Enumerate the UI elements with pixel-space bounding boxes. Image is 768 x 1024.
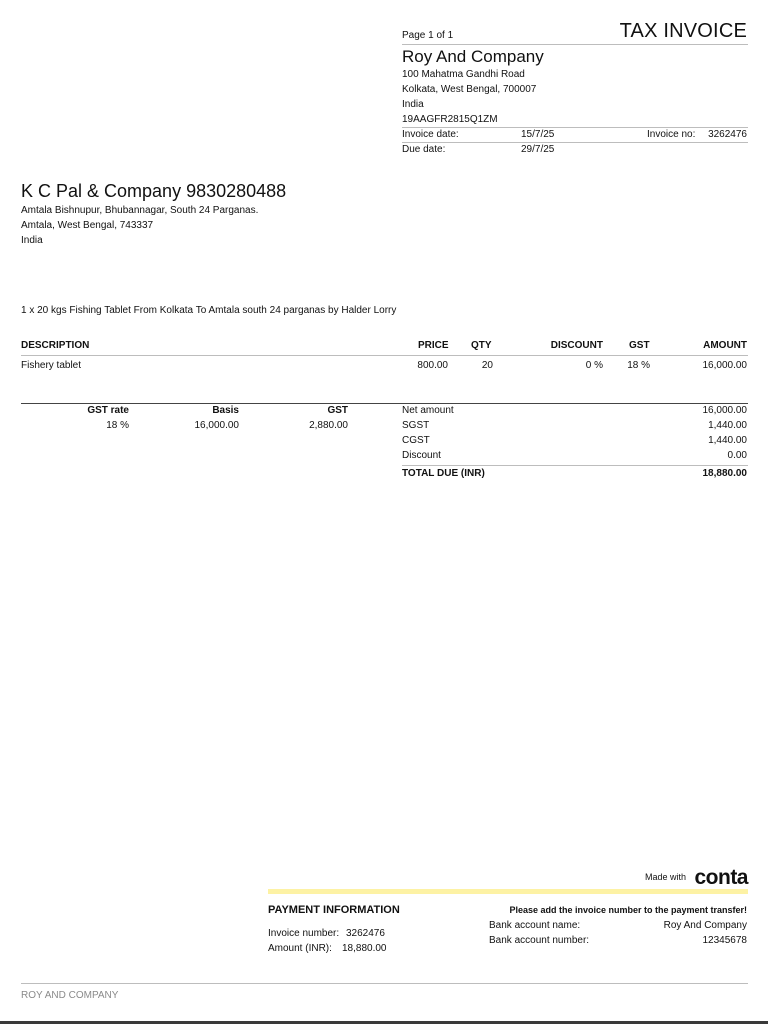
invoice-no-label: Invoice no:: [647, 129, 696, 140]
seller-country: India: [402, 99, 424, 110]
cgst-label: CGST: [402, 435, 430, 446]
footer-divider: [21, 983, 748, 984]
bank-account-name: Roy And Company: [663, 920, 747, 931]
seller-address-line-1: 100 Mahatma Gandhi Road: [402, 69, 525, 80]
invoice-no: 3262476: [708, 129, 747, 140]
col-header-description: DESCRIPTION: [21, 340, 90, 351]
tax-header-rate: GST rate: [87, 405, 129, 416]
col-header-discount: DISCOUNT: [550, 340, 603, 351]
header-divider: [402, 44, 748, 45]
total-due-label: TOTAL DUE (INR): [402, 468, 485, 479]
col-header-amount: AMOUNT: [703, 340, 747, 351]
item-gst: 18 %: [627, 360, 650, 371]
seller-name: Roy And Company: [402, 47, 544, 66]
buyer-address-line-2: Amtala, West Bengal, 743337: [21, 220, 154, 231]
accent-bar: [268, 889, 748, 894]
conta-logo: conta: [694, 866, 748, 889]
tax-header-basis: Basis: [212, 405, 239, 416]
cgst-amount: 1,440.00: [708, 435, 747, 446]
seller-address-line-2: Kolkata, West Bengal, 700007: [402, 84, 537, 95]
invoice-date-label: Invoice date:: [402, 129, 459, 140]
col-header-qty: QTY: [471, 340, 492, 351]
buyer-address-line-1: Amtala Bishnupur, Bhubannagar, South 24 Parganas.: [21, 205, 259, 216]
col-header-price: PRICE: [418, 340, 449, 351]
buyer-country: India: [21, 235, 43, 246]
item-price: 800.00: [417, 360, 448, 371]
total-due-amount: 18,880.00: [702, 468, 747, 479]
sgst-amount: 1,440.00: [708, 420, 747, 431]
tax-rate: 18 %: [106, 420, 129, 431]
due-date: 29/7/25: [521, 144, 555, 155]
buyer-name: K C Pal & Company 9830280488: [21, 181, 287, 201]
made-with-label: Made with: [644, 872, 686, 882]
payment-note: Please add the invoice number to the payment transfer!: [509, 905, 747, 915]
seller-gstin: 19AAGFR2815Q1ZM: [402, 114, 498, 125]
seller-divider: [402, 127, 748, 128]
net-amount: 16,000.00: [702, 405, 747, 416]
tax-gst: 2,880.00: [309, 420, 348, 431]
item-amount: 16,000.00: [702, 360, 747, 371]
tax-basis: 16,000.00: [194, 420, 239, 431]
discount-amount: 0.00: [727, 450, 747, 461]
payment-amount: 18,880.00: [342, 943, 387, 954]
item-discount: 0 %: [585, 360, 603, 371]
payment-information-title: PAYMENT INFORMATION: [268, 904, 400, 916]
totals-divider: [21, 403, 748, 404]
total-divider: [402, 465, 748, 466]
discount-label: Discount: [402, 450, 441, 461]
bank-account-number-label: Bank account number:: [489, 935, 590, 946]
meta-divider: [402, 142, 748, 143]
invoice-note: 1 x 20 kgs Fishing Tablet From Kolkata To Amtala south 24 parganas by Halder Lorry: [21, 305, 397, 316]
tax-header-gst: GST: [327, 405, 348, 416]
document-title: TAX INVOICE: [619, 20, 747, 42]
footer-company-name: ROY AND COMPANY: [21, 990, 119, 1001]
payment-invoice-number-label: Invoice number:: [268, 928, 340, 939]
payment-amount-label: Amount (INR):: [268, 943, 332, 954]
bank-account-name-label: Bank account name:: [489, 920, 581, 931]
page-number: Page 1 of 1: [402, 30, 454, 41]
sgst-label: SGST: [402, 420, 430, 431]
item-description: Fishery tablet: [21, 360, 82, 371]
items-header-divider: [21, 355, 748, 356]
col-header-gst: GST: [629, 340, 650, 351]
due-date-label: Due date:: [402, 144, 446, 155]
net-amount-label: Net amount: [402, 405, 454, 416]
payment-invoice-number: 3262476: [346, 928, 385, 939]
bank-account-number: 12345678: [702, 935, 747, 946]
invoice-date: 15/7/25: [521, 129, 555, 140]
item-qty: 20: [481, 360, 493, 371]
